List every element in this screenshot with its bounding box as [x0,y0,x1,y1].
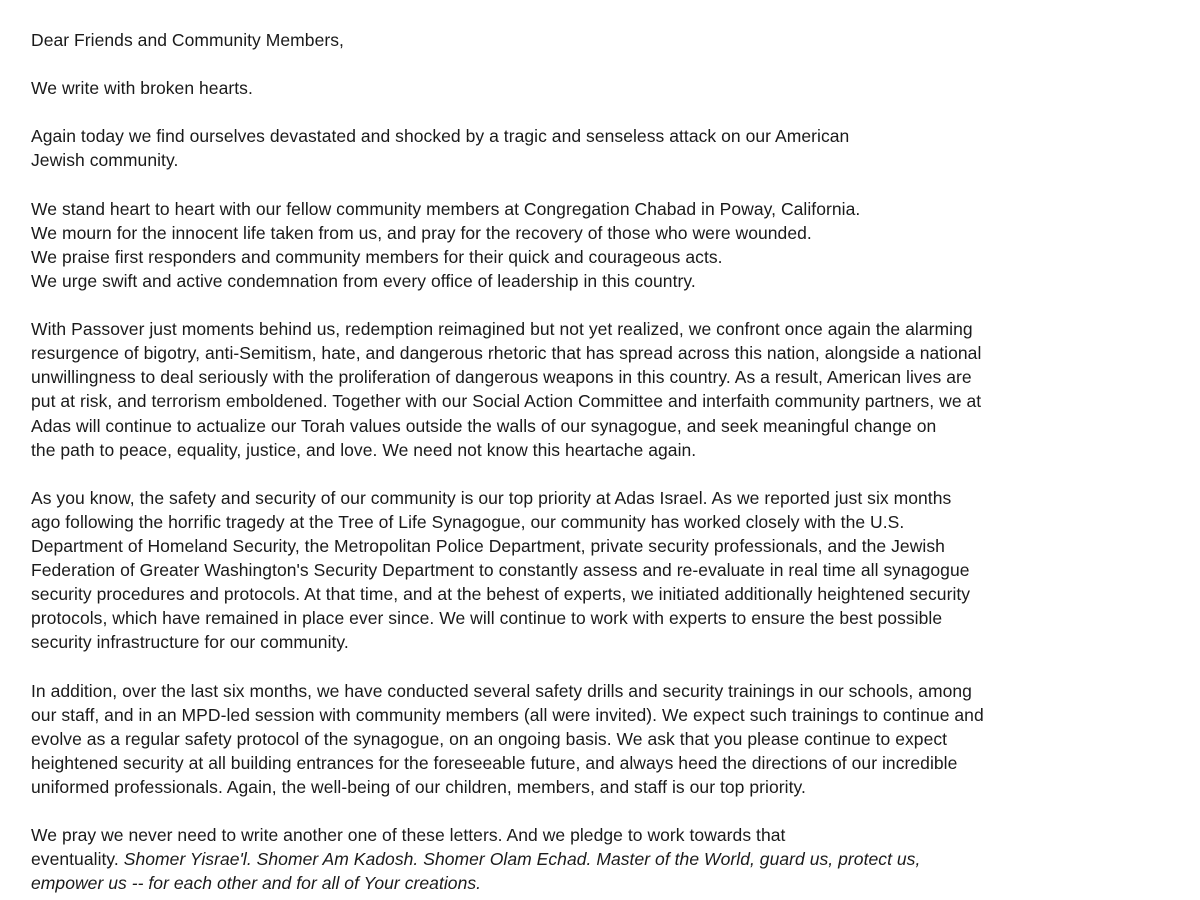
text-line: Federation of Greater Washington's Security Department to constantly assess and re-evaluate in real time all synagogue [31,560,970,581]
text-line: We praise first responders and community members for their quick and courageous acts. [31,246,723,267]
text-line: security procedures and protocols. At that time, and at the behest of experts, we initiated additionally heightened security [31,584,971,605]
text-line: resurgence of bigotry, anti-Semitism, hate, and dangerous rhetoric that has spread across this nation, alongside a national [31,343,982,364]
text-line: ago following the horrific tragedy at the Tree of Life Synagogue, our community has worked closely with the U.S. [31,511,905,532]
text-line [31,871,1171,895]
paragraph-7 [31,823,1171,895]
paragraph-gap [31,52,1171,76]
text-line: heightened security at all building entrances for the foreseeable future, and always heed the directions of our incredible [31,752,958,773]
text-line: security infrastructure for our community. [31,632,349,653]
paragraph-gap [31,799,1171,823]
text-line: We mourn for the innocent life taken from us, and pray for the recovery of those who were wounded. [31,222,812,243]
text-line: Adas will continue to actualize our Torah values outside the walls of our synagogue, and seek meaningful change on [31,415,937,436]
paragraph-gap [31,173,1171,197]
text-line: protocols, which have remained in place ever since. We will continue to work with experts to ensure the best possible [31,608,943,629]
paragraph-6 [31,679,1171,799]
text-line: We write with broken hearts. [31,78,253,99]
text-line: put at risk, and terrorism emboldened. Together with our Social Action Committee and interfaith community partners, we at [31,391,982,412]
text-line: With Passover just moments behind us, redemption reimagined but not yet realized, we confront once again the alarming [31,319,973,340]
letter-body [31,28,1171,895]
salutation: Dear Friends and Community Members, [31,30,344,50]
paragraph-gap [31,462,1171,486]
text-line: We urge swift and active condemnation from every office of leadership in this country. [31,270,696,291]
paragraph-3 [31,197,1171,293]
text-line: our staff, and in an MPD-led session with community members (all were invited). We expect such trainings to continue and [31,704,984,725]
text-line: Again today we find ourselves devastated and shocked by a tragic and senseless attack on our American [31,126,850,147]
text-line: unwillingness to deal seriously with the proliferation of dangerous weapons in this country. As a result, American lives are [31,367,972,388]
text-line: evolve as a regular safety protocol of the synagogue, on an ongoing basis. We ask that you please continue to expect [31,728,948,749]
text-line: In addition, over the last six months, we have conducted several safety drills and security trainings in our schools, among [31,680,972,701]
text-line: We stand heart to heart with our fellow community members at Congregation Chabad in Poway, California. [31,198,861,219]
paragraph-gap [31,654,1171,678]
text-line: uniformed professionals. Again, the well-being of our children, members, and staff is our top priority. [31,776,806,797]
paragraph-2 [31,124,1171,172]
paragraph-5 [31,486,1171,655]
text-line [31,847,1171,871]
paragraph-gap [31,293,1171,317]
italic-prayer-text: empower us -- for each other and for all of Your creations. [31,873,482,894]
text-line: As you know, the safety and security of our community is our top priority at Adas Israel. As we reported just six months [31,487,952,508]
paragraph-1 [31,76,1171,100]
text-line: We pray we never need to write another one of these letters. And we pledge to work towards that [31,825,786,846]
text-line: Department of Homeland Security, the Metropolitan Police Department, private security professionals, and the Jewish [31,535,945,556]
paragraph-4 [31,317,1171,462]
text-line: the path to peace, equality, justice, and love. We need not know this heartache again. [31,439,697,460]
paragraph-gap [31,100,1171,124]
plain-text: eventuality. [31,849,124,870]
text-line: Jewish community. [31,150,179,171]
italic-prayer-text: Shomer Yisrae'l. Shomer Am Kadosh. Shomer Olam Echad. Master of the World, guard us, protect us, [123,849,921,870]
